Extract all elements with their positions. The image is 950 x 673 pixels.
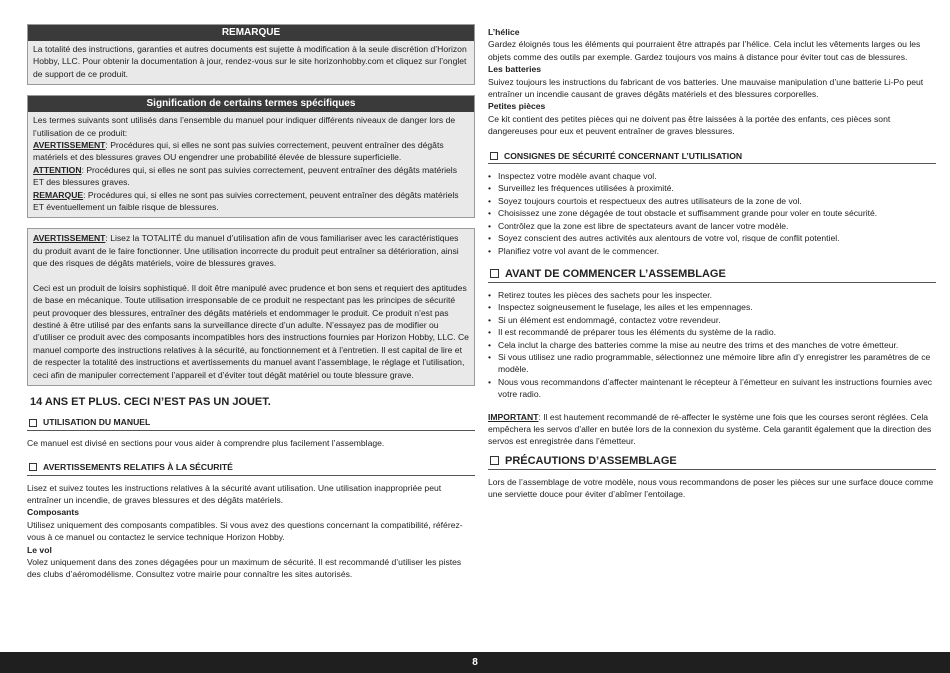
warning-p1: AVERTISSEMENT: Lisez la TOTALITÉ du manuel d’utilisation afin de vous familiariser avec les caractéristiques du produit avant de le faire fonctionner. Une utilisation incorrecte du produit peut entraîner sa détérioration, ainsi que des risques de dégâts matériels, voire de blessures graves. <box>33 233 459 269</box>
list-item: • Inspectez votre modèle avant chaque vol. <box>498 170 936 182</box>
list-item: • Choisissez une zone dégagée de tout obstacle et suffisamment grande pour voler en toute sécurité. <box>498 207 936 219</box>
left-column <box>27 24 475 581</box>
section-avant-assemblage: AVANT DE COMMENCER L’ASSEMBLAGE <box>488 267 936 283</box>
signification-item: ATTENTION: Procédures qui, si elles ne sont pas suivies correctement, peuvent entraîner des dégâts matériels ET des blessures graves. <box>33 164 458 188</box>
list-item: • Il est recommandé de préparer tous les éléments du système de la radio. <box>498 326 936 338</box>
right-column <box>488 26 936 501</box>
section-precautions: PRÉCAUTIONS D’ASSEMBLAGE <box>488 454 936 470</box>
helice-title: L’hélice <box>488 27 520 37</box>
checkbox-icon <box>490 456 499 465</box>
utilisation-text: Ce manuel est divisé en sections pour vous aider à comprendre plus facilement l’assemblage. <box>27 437 385 448</box>
important-note: IMPORTANT: Il est hautement recommandé de ré-affecter le système une fois que les courses seront réglées. Cela empêchera les servos d’aller en butée lors de la connexion du système. Cela garantit également que la direction des servos est enregistrée dans l’émetteur. <box>488 411 932 447</box>
list-item: • Soyez toujours courtois et respectueux des autres utilisateurs de la zone de vol. <box>498 195 936 207</box>
pieces-title: Petites pièces <box>488 101 546 112</box>
list-item: • Inspectez soigneusement le fuselage, les ailes et les empennages. <box>498 301 936 313</box>
checkbox-icon <box>490 269 499 278</box>
avant-assemblage-list <box>488 289 936 401</box>
remarque-title: REMARQUE <box>28 25 474 41</box>
checkbox-icon <box>29 419 37 427</box>
list-item: • Si un élément est endommagé, contactez votre revendeur. <box>498 314 936 326</box>
signification-item: AVERTISSEMENT: Procédures qui, si elles ne sont pas suivies correctement, peuvent entraîner des dégâts matériels et des blessures graves OU engendrer une probabilité élevée de blessure superficielle. <box>33 140 444 163</box>
list-item: • Planifiez votre vol avant de le commencer. <box>498 245 936 257</box>
list-item: • Surveillez les fréquences utilisées à proximité. <box>498 182 936 194</box>
section-consignes: CONSIGNES DE SÉCURITÉ CONCERNANT L’UTILISATION <box>488 150 936 164</box>
remarque-box <box>27 24 475 85</box>
section-avertissements-securite: AVERTISSEMENTS RELATIFS À LA SÉCURITÉ <box>27 461 475 475</box>
list-item: • Cela inclut la charge des batteries comme la mise au neutre des trims et des manches de votre émetteur. <box>498 339 936 351</box>
list-item: • Retirez toutes les pièces des sachets pour les inspecter. <box>498 289 936 301</box>
composants-text: Utilisez uniquement des composants compatibles. Si vous avez des questions concernant la compatibilité, référez-vous à ce manuel ou contactez le service technique Horizon Hobby. <box>27 519 463 543</box>
consignes-list <box>488 170 936 257</box>
warning-box <box>27 228 475 385</box>
helice-text: Gardez éloignés tous les éléments qui pourraient être attrapés par l’hélice. Cela inclut les vêtements larges ou les objets comme des outils par exemple. Gardez toujours vos mains à distance pour éviter tout cas de blessures. <box>488 39 921 62</box>
checkbox-icon <box>490 152 498 160</box>
vol-title: Le vol <box>27 544 52 555</box>
list-item: • Nous vous recommandons d’affecter maintenant le récepteur à l’émetteur en suivant les instructions fournies avec votre radio. <box>498 376 936 401</box>
batteries-title: Les batteries <box>488 64 542 75</box>
composants-title: Composants <box>27 507 80 518</box>
signification-intro: Les termes suivants sont utilisés dans l’ensemble du manuel pour indiquer différents niveaux de danger lors de l’utilisation de ce produit: <box>33 115 456 138</box>
securite-intro: Lisez et suivez toutes les instructions relatives à la sécurité avant utilisation. Une utilisation inappropriée peut entraîner un incendie, de graves blessures et des dégâts matériels. <box>27 482 442 505</box>
list-item: • Soyez conscient des autres activités aux alentours de votre vol, risque de conflit potentiel. <box>498 232 936 244</box>
page-footer <box>0 652 950 673</box>
section-utilisation-manuel: UTILISATION DU MANUEL <box>27 416 475 430</box>
warning-p2: Ceci est un produit de loisirs sophistiqué. Il doit être manipulé avec prudence et bon sens et requiert des aptitudes de base en mécanique. Toute utilisation irresponsable de ce produit ne respectant pas les principes de sécurité peut provoquer des blessures, entraîner des dégâts matériels et endommager le produit. Ce produit n’est pas destiné à être utilisé par des enfants sans la surveillance directe d’un adulte. N’essayez pas de modifier ou d’utiliser ce produit avec des composants incompatibles hors des instructions fournies par Horizon Hobby, LLC. Ce manuel comporte des instructions relatives à la sécurité, au fonctionnement et à l’entretien. Il est capital de lire et de respecter la totalité des instructions et avertissements du manuel avant l’assemblage, le réglage et l’utilisation, ceci afin de manipuler correctement l’appareil et d’éviter tout dégât matériel ou toute blessure grave. <box>33 282 469 380</box>
list-item: • Contrôlez que la zone est libre de spectateurs avant de lancer votre modèle. <box>498 220 936 232</box>
age-warning: 14 ANS ET PLUS. CECI N’EST PAS UN JOUET. <box>30 395 271 408</box>
vol-text: Volez uniquement dans des zones dégagées pour un maximum de sécurité. Il est recommandé d’utiliser les pistes des clubs d’aéromodélisme. Consultez votre mairie pour connaître les sites autorisés. <box>27 557 462 580</box>
checkbox-icon <box>29 463 37 471</box>
remarque-text: La totalité des instructions, garanties et autres documents est sujette à modification à la seule discrétion d’Horizon Hobby, LLC. Pour obtenir la documentation à jour, rendez-vous sur le site horizonhobby.com et cliquez sur l’onglet de support de ce produit. <box>33 44 467 79</box>
signification-box <box>27 95 475 218</box>
signification-item: REMARQUE: Procédures qui, si elles ne sont pas suivies correctement, peuvent entraîner des dégâts matériels ET éventuellement un faible risque de blessures. <box>33 189 459 213</box>
list-item: • Si vous utilisez une radio programmable, sélectionnez une mémoire libre afin d’y enregistrer les paramètres de ce modèle. <box>498 351 936 376</box>
batteries-text: Suivez toujours les instructions du fabricant de vos batteries. Une mauvaise manipulation d’une batterie Li-Po peut entraîner un incendie causant de graves dégâts matériels et des blessures corporelles. <box>488 76 924 100</box>
signification-title: Signification de certains termes spécifiques <box>28 96 474 112</box>
page-number: 8 <box>472 657 478 668</box>
pieces-text: Ce kit contient des petites pièces qui ne doivent pas être laissées à la portée des enfants, ces pièces sont dangereuses pour eux et peuvent entraîner de graves blessures. <box>488 113 891 137</box>
precautions-text: Lors de l’assemblage de votre modèle, nous vous recommandons de poser les pièces sur une surface douce comme une serviette douce pour éviter d’abîmer l’entoilage. <box>488 476 934 500</box>
